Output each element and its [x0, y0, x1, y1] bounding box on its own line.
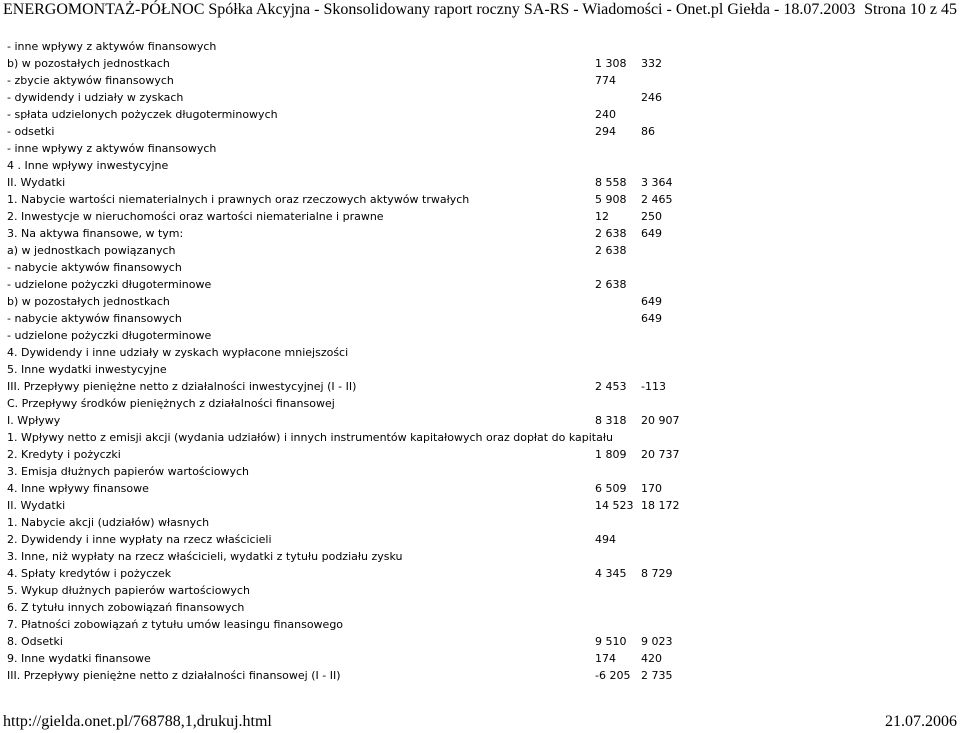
table-row	[0, 480, 960, 497]
row-label: 3. Inne, niż wypłaty na rzecz właścicieli, wydatki z tytułu podziału zysku	[7, 550, 403, 563]
row-value-year-2: 20 737	[641, 448, 680, 461]
row-value-year-2: 420	[641, 652, 662, 665]
row-label: - spłata udzielonych pożyczek długoterminowych	[7, 108, 278, 121]
table-row	[0, 327, 960, 344]
table-row	[0, 378, 960, 395]
row-label: 7. Płatności zobowiązań z tytułu umów leasingu finansowego	[7, 618, 344, 631]
row-value-year-1: 14 523	[595, 499, 634, 512]
row-label: 2. Kredyty i pożyczki	[7, 448, 121, 461]
row-label: 2. Dywidendy i inne wypłaty na rzecz właścicieli	[7, 533, 272, 546]
row-label: 4. Spłaty kredytów i pożyczek	[7, 567, 172, 580]
row-value-year-2: 2 735	[641, 669, 673, 682]
table-row	[0, 616, 960, 633]
row-value-year-2: 8 729	[641, 567, 673, 580]
row-label: I. Wpływy	[7, 414, 61, 427]
row-label: - nabycie aktywów finansowych	[7, 312, 182, 325]
row-value-year-1: 2 638	[595, 227, 627, 240]
table-row	[0, 429, 960, 446]
row-label: III. Przepływy pieniężne netto z działalności finansowej (I - II)	[7, 669, 341, 682]
row-label: II. Wydatki	[7, 176, 66, 189]
row-value-year-2: 250	[641, 210, 662, 223]
row-value-year-2: 86	[641, 125, 655, 138]
row-value-year-2: 20 907	[641, 414, 680, 427]
row-value-year-2: 18 172	[641, 499, 680, 512]
row-value-year-2: 3 364	[641, 176, 673, 189]
table-row	[0, 208, 960, 225]
document-title: ENERGOMONTAŻ-PÓŁNOC Spółka Akcyjna - Skonsolidowany raport roczny SA-RS - Wiadomości - Onet.pl Giełda - 18.07.2003	[3, 1, 856, 18]
row-label: 4. Inne wpływy finansowe	[7, 482, 149, 495]
row-label: - udzielone pożyczki długoterminowe	[7, 278, 212, 291]
table-row	[0, 446, 960, 463]
page-footer	[0, 712, 960, 732]
row-label: C. Przepływy środków pieniężnych z działalności finansowej	[7, 397, 335, 410]
table-row	[0, 72, 960, 89]
table-row	[0, 106, 960, 123]
table-row	[0, 412, 960, 429]
table-row	[0, 38, 960, 55]
page-number: Strona 10 z 45	[864, 1, 957, 18]
table-row	[0, 55, 960, 72]
table-row	[0, 548, 960, 565]
row-label: 1. Nabycie akcji (udziałów) własnych	[7, 516, 210, 529]
table-row	[0, 310, 960, 327]
row-label: 9. Inne wydatki finansowe	[7, 652, 151, 665]
row-label: - odsetki	[7, 125, 55, 138]
table-row	[0, 667, 960, 684]
table-row	[0, 633, 960, 650]
row-value-year-1: 1 308	[595, 57, 627, 70]
table-row	[0, 259, 960, 276]
table-row	[0, 225, 960, 242]
row-value-year-1: 1 809	[595, 448, 627, 461]
table-row	[0, 497, 960, 514]
table-row	[0, 531, 960, 548]
row-value-year-1: 294	[595, 125, 616, 138]
row-value-year-2: 170	[641, 482, 662, 495]
table-row	[0, 344, 960, 361]
table-row	[0, 140, 960, 157]
row-value-year-1: 2 638	[595, 244, 627, 257]
row-value-year-1: 5 908	[595, 193, 627, 206]
table-row	[0, 582, 960, 599]
table-row	[0, 599, 960, 616]
row-value-year-1: 8 558	[595, 176, 627, 189]
row-label: - zbycie aktywów finansowych	[7, 74, 174, 87]
row-value-year-1: 174	[595, 652, 616, 665]
row-label: 5. Wykup dłużnych papierów wartościowych	[7, 584, 250, 597]
row-label: a) w jednostkach powiązanych	[7, 244, 176, 257]
row-label: 3. Na aktywa finansowe, w tym:	[7, 227, 184, 240]
row-label: - nabycie aktywów finansowych	[7, 261, 182, 274]
table-row	[0, 395, 960, 412]
table-row	[0, 89, 960, 106]
row-label: II. Wydatki	[7, 499, 66, 512]
row-value-year-1: 774	[595, 74, 616, 87]
row-value-year-1: 12	[595, 210, 609, 223]
row-value-year-2: 332	[641, 57, 662, 70]
row-value-year-2: -113	[641, 380, 666, 393]
row-value-year-1: 240	[595, 108, 616, 121]
table-row	[0, 242, 960, 259]
table-row	[0, 174, 960, 191]
row-value-year-2: 649	[641, 227, 662, 240]
row-label: III. Przepływy pieniężne netto z działalności inwestycyjnej (I - II)	[7, 380, 357, 393]
table-row	[0, 514, 960, 531]
row-label: 1. Nabycie wartości niematerialnych i prawnych oraz rzeczowych aktywów trwałych	[7, 193, 470, 206]
row-value-year-2: 649	[641, 295, 662, 308]
row-value-year-2: 246	[641, 91, 662, 104]
row-value-year-2: 649	[641, 312, 662, 325]
table-row	[0, 191, 960, 208]
row-label: 2. Inwestycje w nieruchomości oraz wartości niematerialne i prawne	[7, 210, 384, 223]
footer-url: http://gielda.onet.pl/768788,1,drukuj.html	[3, 713, 272, 730]
table-row	[0, 463, 960, 480]
row-label: 3. Emisja dłużnych papierów wartościowych	[7, 465, 250, 478]
row-label: - inne wpływy z aktywów finansowych	[7, 142, 217, 155]
row-value-year-2: 9 023	[641, 635, 673, 648]
page-header	[0, 0, 960, 22]
table-row	[0, 565, 960, 582]
table-row	[0, 123, 960, 140]
row-value-year-1: 4 345	[595, 567, 627, 580]
row-value-year-1: 8 318	[595, 414, 627, 427]
row-label: 8. Odsetki	[7, 635, 63, 648]
row-label: - inne wpływy z aktywów finansowych	[7, 40, 217, 53]
table-row	[0, 157, 960, 174]
row-value-year-2: 2 465	[641, 193, 673, 206]
row-label: - dywidendy i udziały w zyskach	[7, 91, 184, 104]
row-label: b) w pozostałych jednostkach	[7, 57, 170, 70]
row-label: - udzielone pożyczki długoterminowe	[7, 329, 212, 342]
footer-date: 21.07.2006	[885, 713, 957, 730]
row-value-year-1: -6 205	[595, 669, 631, 682]
row-label: 4. Dywidendy i inne udziały w zyskach wypłacone mniejszości	[7, 346, 349, 359]
row-label: 1. Wpływy netto z emisji akcji (wydania udziałów) i innych instrumentów kapitałowych oraz dopłat do kapitału	[7, 431, 613, 444]
table-row	[0, 361, 960, 378]
row-value-year-1: 6 509	[595, 482, 627, 495]
row-label: 5. Inne wydatki inwestycyjne	[7, 363, 167, 376]
row-value-year-1: 2 638	[595, 278, 627, 291]
row-label: 6. Z tytułu innych zobowiązań finansowych	[7, 601, 245, 614]
table-row	[0, 650, 960, 667]
table-row	[0, 276, 960, 293]
row-value-year-1: 494	[595, 533, 616, 546]
row-label: b) w pozostałych jednostkach	[7, 295, 170, 308]
row-value-year-1: 9 510	[595, 635, 627, 648]
row-value-year-1: 2 453	[595, 380, 627, 393]
table-row	[0, 293, 960, 310]
row-label: 4 . Inne wpływy inwestycyjne	[7, 159, 169, 172]
